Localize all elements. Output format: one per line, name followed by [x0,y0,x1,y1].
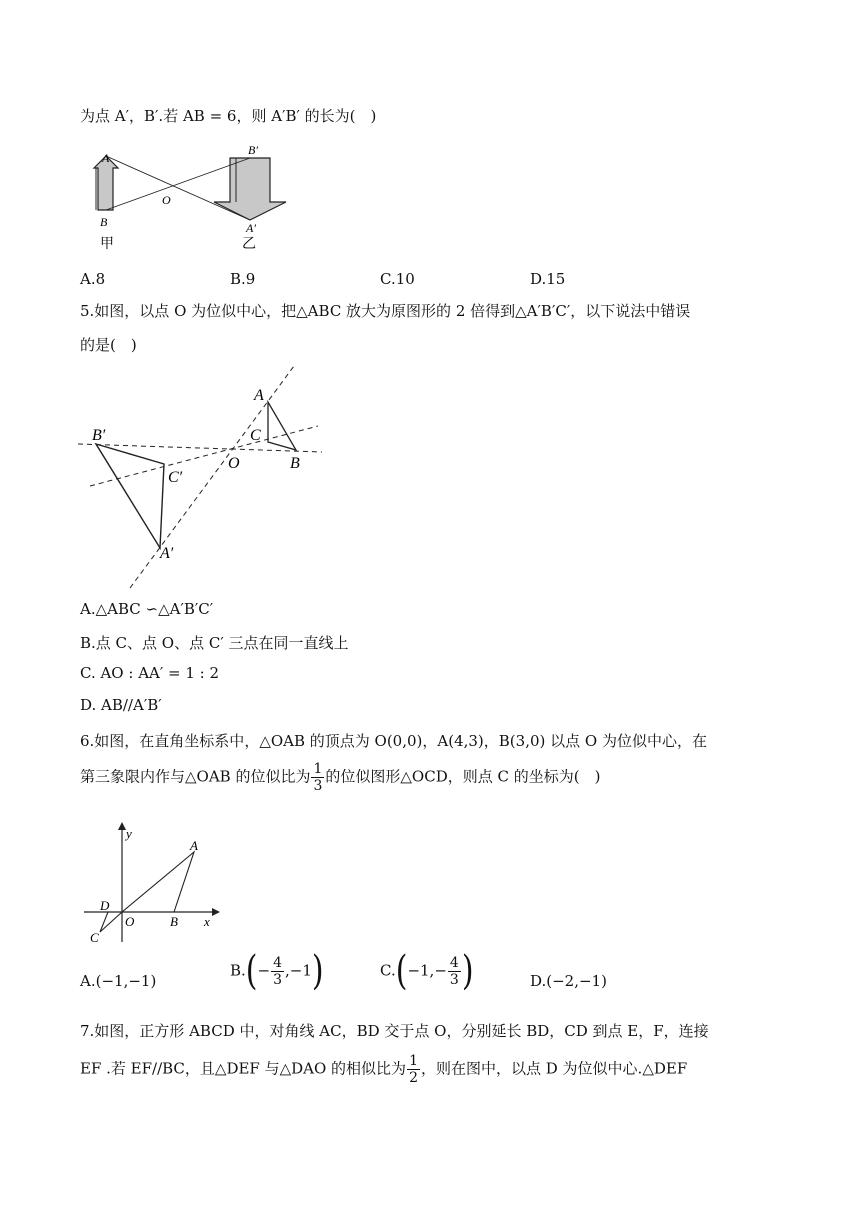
q7-stem-line2-b: ，则在图中，以点 D 为位似中心.△DEF [420,1059,688,1078]
q5-stem-line2: 的是( ) [80,336,137,354]
q4-label-B-prime: B′ [248,143,258,157]
q6-option-b: B.(− $\frac{4}{3}$ ,−1) [230,947,324,995]
q7-stem-line1: 7.如图，正方形 ABCD 中，对角线 AC，BD 交于点 O，分别延长 BD，CD 到点 E，F，连接 [80,1022,709,1040]
q5-option-b: B.点 C、点 O、点 C′ 三点在同一直线上 [80,634,349,652]
q5-label-B-prime: B′ [92,427,106,444]
q5-option-c: C. AO : AA′ = 1 : 2 [80,664,220,682]
q4-label-B: B [100,215,108,229]
q5-figure [78,362,338,592]
q5-label-O: O [228,455,240,472]
triangle-oab [122,852,194,912]
q6-label-x: x [204,914,210,929]
q6-stem-line1: 6.如图，在直角坐标系中，△OAB 的顶点为 O(0,0)，A(4,3)，B(3,0) 以点 O 为位似中心，在 [80,732,707,750]
q6-label-B: B [170,914,178,929]
q4-label-O: O [162,193,171,207]
q4-label-A: A [102,151,110,165]
q6-stem-line2-b: 的位似图形△OCD，则点 C 的坐标为( ) [325,767,601,786]
q6-option-d: D.(−2,−1) [530,972,607,990]
q4-label-yi: 乙 [242,237,256,252]
q5-label-C: C [250,427,261,444]
q6-label-A: A [190,838,198,853]
q4-label-jia: 甲 [100,237,114,252]
q6-label-O: O [125,914,135,929]
q7-ratio-fraction: $\frac{1}{2}$ [409,1053,418,1086]
q6-ratio-den: 3 [313,778,323,794]
triangle-ocd [100,912,122,932]
q4-option-b: B.9 [230,270,256,288]
q5-label-A-prime: A′ [160,545,174,562]
triangle-a-prime-b-prime-c-prime [96,444,164,548]
q5-option-d: D. AB//A′B′ [80,696,162,714]
q7-stem-line2 [80,1054,687,1085]
q4-option-c: C.10 [380,270,415,288]
q4-figure [78,140,308,260]
q6-ratio-fraction [311,762,324,793]
q4-option-d: D.15 [530,270,566,288]
q5-option-a: A.△ABC ∽△A′B′C′ [80,600,214,618]
q5-label-B: B [290,455,300,472]
q5-label-C-prime: C′ [168,469,183,486]
q6-ratio-num: 1 [313,761,323,777]
q5-stem-line1: 5.如图，以点 O 为位似中心，把△ABC 放大为原图形的 2 倍得到△A′B′C′，以下说法中错误 [80,302,691,320]
q7-stem-line2-a: EF .若 EF//BC，且△DEF 与△DAO 的相似比为 [80,1059,407,1078]
q4-option-a: A.8 [80,270,106,288]
q6-option-c: C.(−1,− $\frac{4}{3}$ ) [380,947,474,995]
q6-label-y: y [126,826,132,841]
triangle-abc [268,402,296,450]
q6-figure [80,818,230,946]
q6-option-c-fraction: $\frac{4}{3}$ [449,955,459,988]
q6-label-D: D [100,898,110,913]
q4-stem-tail: 为点 A′，B′.若 AB = 6，则 A′B′ 的长为( ) [80,107,377,125]
q6-stem-line2 [80,762,600,793]
q5-label-A: A [254,387,264,404]
q6-stem-line2-a: 第三象限内作与△OAB 的位似比为 [80,767,311,786]
q6-option-a: A.(−1,−1) [80,972,157,990]
q6-option-b-fraction: $\frac{4}{3}$ [273,955,283,988]
q4-label-A-prime: A′ [246,221,256,235]
q6-label-C: C [90,930,99,945]
